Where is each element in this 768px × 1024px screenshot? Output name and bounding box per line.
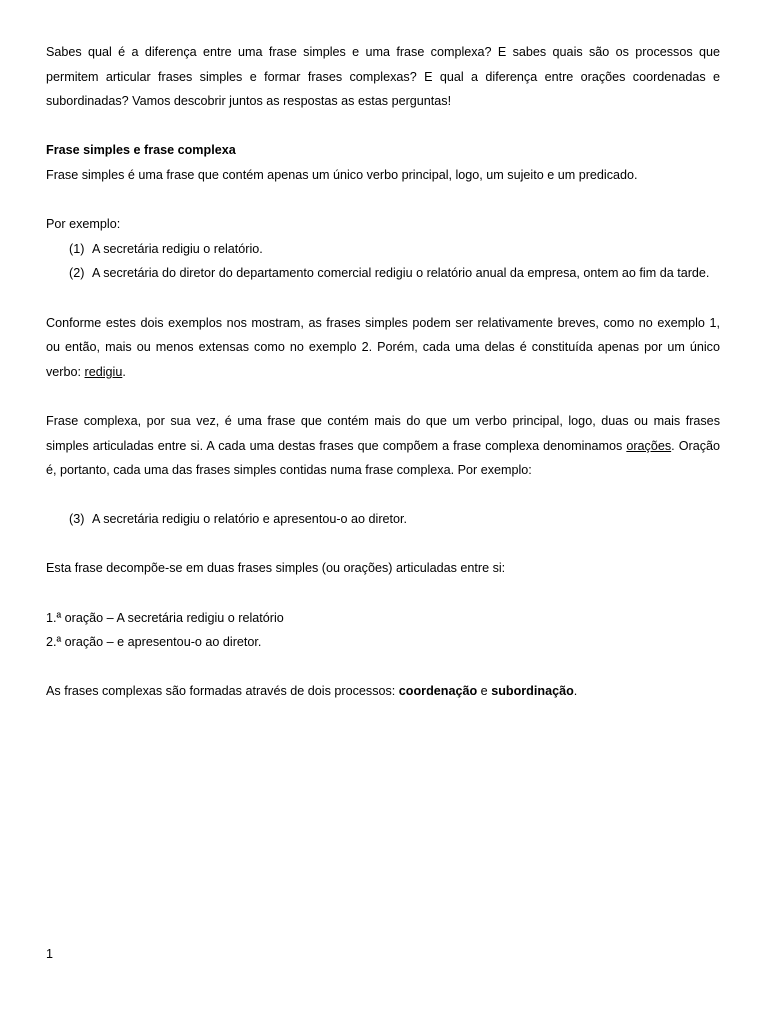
processes-conjunction: e [477,684,492,699]
page-number: 1 [46,947,54,961]
explanation-paragraph [46,311,720,385]
example-text: A secretária redigiu o relatório. [92,241,263,256]
complex-text: Frase complexa, por sua vez, é uma frase que contém mais do que um verbo principal, logo, duas ou mais frases simples articuladas entre si. A cada uma destas frases que compõem a frase complexa denominamos [46,413,720,453]
example-text: A secretária do diretor do departamento comercial redigiu o relatório anual da empresa, ontem ao fim da tarde. [92,266,710,281]
section-heading: Frase simples e frase complexa [46,143,236,158]
complex-sentence-paragraph [46,409,720,483]
paragraph-spacer [46,483,720,508]
processes-text: As frases complexas são formadas através de dois processos: [46,684,399,699]
example-text: A secretária redigiu o relatório e apresentou-o ao diretor. [92,512,408,527]
processes-paragraph [46,679,720,704]
example-item [46,507,720,532]
example-number: (1) [69,241,85,256]
bold-term-subordination: subordinação [491,684,574,699]
example-number: (3) [69,512,85,527]
complex-text-end: . Oração é, portanto, cada uma das frases simples contidas numa frase complexa. Por exemplo: [46,438,720,478]
underlined-term: orações [626,438,672,453]
paragraph-spacer [46,384,720,409]
underlined-verb: redigiu [84,364,123,379]
bold-term-coordination: coordenação [398,684,478,699]
paragraph-spacer [46,286,720,311]
document-body [46,40,720,704]
clause-line: 2.ª oração – e apresentou-o ao diretor. [46,635,262,650]
processes-end: . [573,684,578,699]
decomposition-paragraph: Esta frase decompõe-se em duas frases simples (ou orações) articuladas entre si: [46,561,506,576]
paragraph-spacer [46,114,720,139]
paragraph-spacer [46,188,720,213]
paragraph-spacer [46,655,720,680]
paragraph-spacer [46,581,720,606]
explanation-text: Conforme estes dois exemplos nos mostram, as frases simples podem ser relativamente breves, como no exemplo 1, ou então, mais ou menos extensas como no exemplo 2. Porém, cada uma delas é constituída apenas por um único verbo: [46,315,720,379]
example-intro: Por exemplo: [46,217,121,232]
simple-sentence-definition: Frase simples é uma frase que contém apenas um único verbo principal, logo, um sujeito e um predicado. [46,167,638,182]
example-item [46,237,720,262]
intro-paragraph: Sabes qual é a diferença entre uma frase simples e uma frase complexa? E sabes quais são os processos que permitem articular frases simples e formar frases complexas? E qual a diferença entre orações coordenadas e subordinadas? Vamos descobrir juntos as respostas as estas perguntas! [46,45,720,109]
paragraph-spacer [46,532,720,557]
example-item [46,261,720,286]
example-number: (2) [69,266,85,281]
explanation-end: . [122,364,126,379]
clause-line: 1.ª oração – A secretária redigiu o relatório [46,610,284,625]
